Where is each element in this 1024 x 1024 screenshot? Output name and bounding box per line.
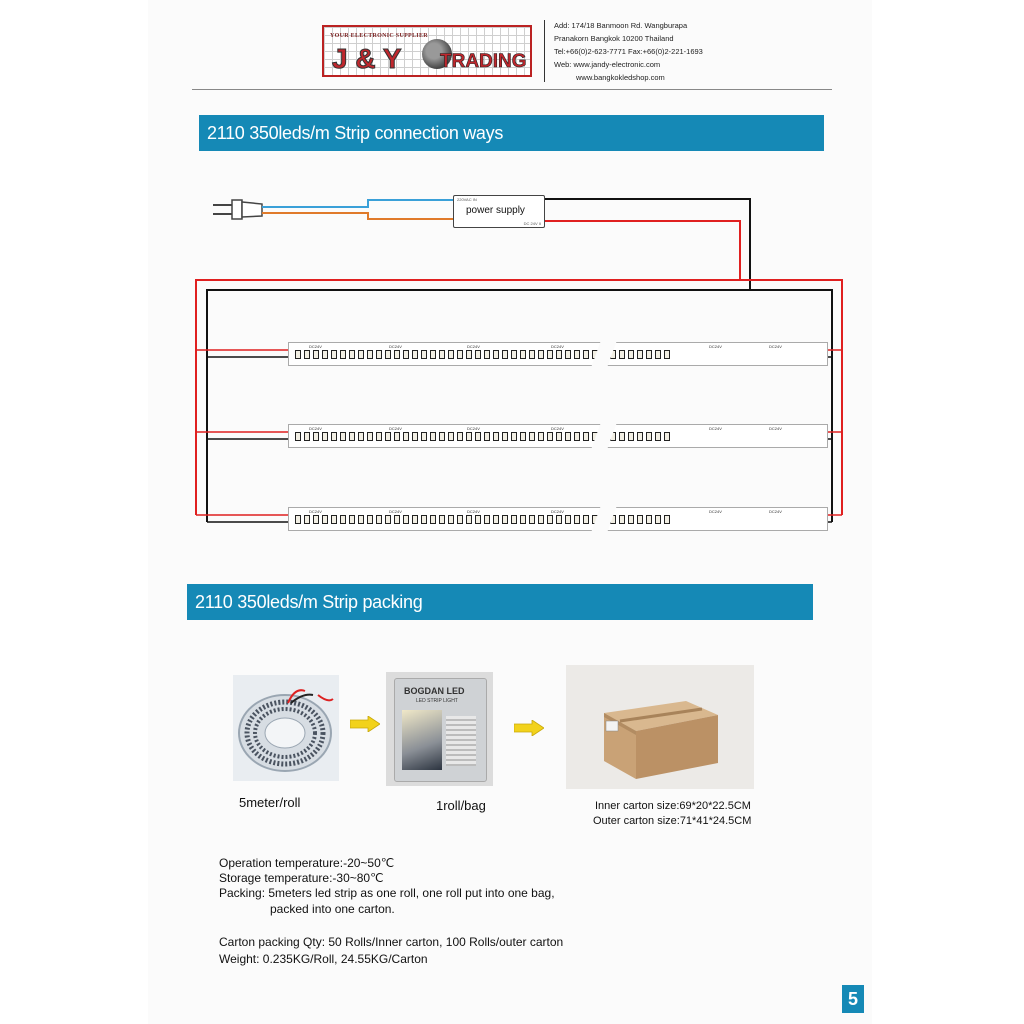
address-line: Tel:+66(0)2-623-7771 Fax:+66(0)2-221-1693 — [554, 47, 703, 56]
address-line: Pranakorn Bangkok 10200 Thailand — [554, 34, 674, 43]
spec-storage-temp: Storage temperature:-30~80℃ — [219, 871, 384, 885]
led-chip — [304, 432, 310, 441]
led-chip — [403, 432, 409, 441]
led-chip — [547, 350, 553, 359]
led-chip — [484, 515, 490, 524]
led-chip — [502, 432, 508, 441]
led-chip — [466, 350, 472, 359]
led-chip — [493, 515, 499, 524]
led-chip — [394, 350, 400, 359]
led-chip — [295, 515, 301, 524]
address-line: Web: www.jandy-electronic.com — [554, 60, 661, 69]
caption-inner-carton: Inner carton size:69*20*22.5CM — [595, 800, 751, 812]
led-chip — [502, 515, 508, 524]
logo-name-left: J & Y — [332, 43, 402, 74]
led-chip — [637, 515, 643, 524]
plug-icon — [213, 200, 262, 219]
bag-brand-label: BOGDAN LED — [404, 686, 465, 696]
led-chip — [547, 432, 553, 441]
led-chip — [313, 515, 319, 524]
led-chip — [448, 350, 454, 359]
led-chip — [430, 432, 436, 441]
led-chip — [448, 515, 454, 524]
strip-voltage-label: DC24V — [709, 344, 722, 349]
led-chip — [331, 350, 337, 359]
strip-voltage-label: DC24V — [309, 509, 322, 514]
led-chip — [637, 432, 643, 441]
led-chip — [583, 350, 589, 359]
psu-input-marking: 220VAC IN — [457, 197, 477, 202]
led-chip — [385, 432, 391, 441]
led-chip — [574, 350, 580, 359]
led-chip — [340, 432, 346, 441]
led-chip — [385, 515, 391, 524]
led-chip — [574, 515, 580, 524]
strip-voltage-label: DC24V — [709, 509, 722, 514]
led-strip — [288, 507, 828, 531]
led-chip — [475, 350, 481, 359]
led-chip — [520, 515, 526, 524]
led-chip — [502, 350, 508, 359]
strip-voltage-label: DC24V — [709, 426, 722, 431]
led-chip — [403, 350, 409, 359]
led-chip — [520, 350, 526, 359]
led-chip — [529, 350, 535, 359]
power-supply-box — [453, 195, 545, 228]
led-chip — [511, 350, 517, 359]
led-chip — [475, 515, 481, 524]
led-chip — [322, 515, 328, 524]
carton-photo — [566, 665, 754, 789]
led-chip — [628, 432, 634, 441]
led-chip — [430, 350, 436, 359]
led-chip — [304, 350, 310, 359]
led-chip — [313, 432, 319, 441]
led-chip — [655, 515, 661, 524]
led-chip — [628, 350, 634, 359]
wire-blue — [262, 200, 453, 207]
strip-voltage-label: DC24V — [551, 344, 564, 349]
led-chip — [358, 350, 364, 359]
caption-bag: 1roll/bag — [436, 798, 486, 813]
led-chip — [484, 350, 490, 359]
strip-voltage-label: DC24V — [389, 344, 402, 349]
led-chip — [655, 350, 661, 359]
strip-voltage-label: DC24V — [467, 426, 480, 431]
arrow-right-icon — [514, 720, 544, 736]
led-chip — [412, 432, 418, 441]
led-chip — [556, 515, 562, 524]
caption-outer-carton: Outer carton size:71*41*24.5CM — [593, 815, 752, 827]
psu-label: power supply — [466, 205, 525, 216]
led-chip — [403, 515, 409, 524]
led-chip — [565, 432, 571, 441]
led-chip — [457, 515, 463, 524]
address-line: www.bangkokledshop.com — [576, 73, 665, 82]
led-chip — [367, 432, 373, 441]
led-chip — [493, 350, 499, 359]
strip-voltage-label: DC24V — [389, 509, 402, 514]
strip-voltage-label: DC24V — [309, 426, 322, 431]
led-chip — [538, 515, 544, 524]
wire-red-right — [740, 280, 842, 515]
strip-voltage-label: DC24V — [389, 426, 402, 431]
led-chip — [556, 432, 562, 441]
led-chip — [637, 350, 643, 359]
led-chip — [376, 432, 382, 441]
led-chip — [421, 432, 427, 441]
led-strip — [288, 424, 828, 448]
led-chip — [619, 350, 625, 359]
led-chip — [367, 350, 373, 359]
led-chip — [583, 432, 589, 441]
led-chip — [394, 515, 400, 524]
psu-output-marking: DC 24V II — [523, 221, 541, 226]
strip-voltage-label: DC24V — [467, 509, 480, 514]
wire-black-right — [750, 290, 832, 522]
spec-carton-qty: Carton packing Qty: 50 Rolls/Inner carton, 100 Rolls/outer carton — [219, 935, 564, 949]
strip-voltage-label: DC24V — [769, 509, 782, 514]
led-chip — [529, 515, 535, 524]
wire-orange — [262, 213, 453, 219]
led-chip — [421, 350, 427, 359]
led-chip — [349, 515, 355, 524]
led-chip — [421, 515, 427, 524]
led-chip — [340, 515, 346, 524]
strip-voltage-label: DC24V — [467, 344, 480, 349]
led-chip — [376, 350, 382, 359]
led-chip — [295, 350, 301, 359]
led-chip — [439, 432, 445, 441]
led-chip — [340, 350, 346, 359]
led-chip — [547, 515, 553, 524]
led-bag-photo — [386, 672, 493, 786]
led-chip — [511, 432, 517, 441]
led-chip — [646, 350, 652, 359]
led-chip — [331, 515, 337, 524]
led-chip — [295, 432, 301, 441]
led-chip — [466, 432, 472, 441]
led-chip — [358, 515, 364, 524]
led-chip — [628, 515, 634, 524]
logo-name-right: TRADING — [440, 51, 527, 72]
strip-voltage-label: DC24V — [309, 344, 322, 349]
spec-packing-cont: packed into one carton. — [270, 902, 395, 916]
led-chip — [556, 350, 562, 359]
led-chip — [664, 350, 670, 359]
led-chip — [529, 432, 535, 441]
led-chip — [457, 350, 463, 359]
led-strip — [288, 342, 828, 366]
spec-operation-temp: Operation temperature:-20~50℃ — [219, 856, 395, 870]
led-chip — [664, 432, 670, 441]
led-chip — [358, 432, 364, 441]
led-chip — [439, 350, 445, 359]
address-line: Add: 174/18 Banmoon Rd. Wangburapa — [554, 21, 688, 30]
led-chip — [493, 432, 499, 441]
led-chip — [412, 515, 418, 524]
led-chip — [430, 515, 436, 524]
section-title-packing: 2110 350leds/m Strip packing — [187, 584, 813, 620]
led-chip — [619, 515, 625, 524]
led-chip — [367, 515, 373, 524]
led-chip — [457, 432, 463, 441]
led-chip — [349, 350, 355, 359]
led-chip — [538, 350, 544, 359]
caption-roll: 5meter/roll — [239, 795, 301, 810]
led-chip — [520, 432, 526, 441]
led-chip — [511, 515, 517, 524]
arrow-right-icon — [350, 716, 380, 732]
led-chip — [484, 432, 490, 441]
page-number: 5 — [842, 985, 864, 1013]
led-chip — [313, 350, 319, 359]
led-chip — [385, 350, 391, 359]
led-chip — [376, 515, 382, 524]
led-chip — [394, 432, 400, 441]
bag-sub-label: LED STRIP LIGHT — [416, 698, 458, 704]
led-chip — [304, 515, 310, 524]
led-chip — [331, 432, 337, 441]
led-chip — [466, 515, 472, 524]
led-chip — [349, 432, 355, 441]
logo-tagline: YOUR ELECTRONIC SUPPLIER — [330, 33, 428, 39]
led-chip — [475, 432, 481, 441]
led-chip — [664, 515, 670, 524]
led-chip — [322, 350, 328, 359]
strip-voltage-label: DC24V — [769, 426, 782, 431]
led-chip — [646, 432, 652, 441]
wire-red-bus — [196, 221, 740, 515]
strip-voltage-label: DC24V — [551, 509, 564, 514]
led-chip — [619, 432, 625, 441]
led-chip — [565, 350, 571, 359]
led-roll-photo — [233, 675, 339, 781]
spec-packing: Packing: 5meters led strip as one roll, one roll put into one bag, — [219, 886, 555, 900]
spec-weight: Weight: 0.235KG/Roll, 24.55KG/Carton — [219, 952, 428, 966]
led-chip — [583, 515, 589, 524]
section-title-connection: 2110 350leds/m Strip connection ways — [199, 115, 824, 151]
led-chip — [565, 515, 571, 524]
strip-voltage-label: DC24V — [769, 344, 782, 349]
led-chip — [574, 432, 580, 441]
led-chip — [448, 432, 454, 441]
led-chip — [646, 515, 652, 524]
led-chip — [439, 515, 445, 524]
led-chip — [655, 432, 661, 441]
led-chip — [322, 432, 328, 441]
led-chip — [538, 432, 544, 441]
led-chip — [412, 350, 418, 359]
strip-voltage-label: DC24V — [551, 426, 564, 431]
